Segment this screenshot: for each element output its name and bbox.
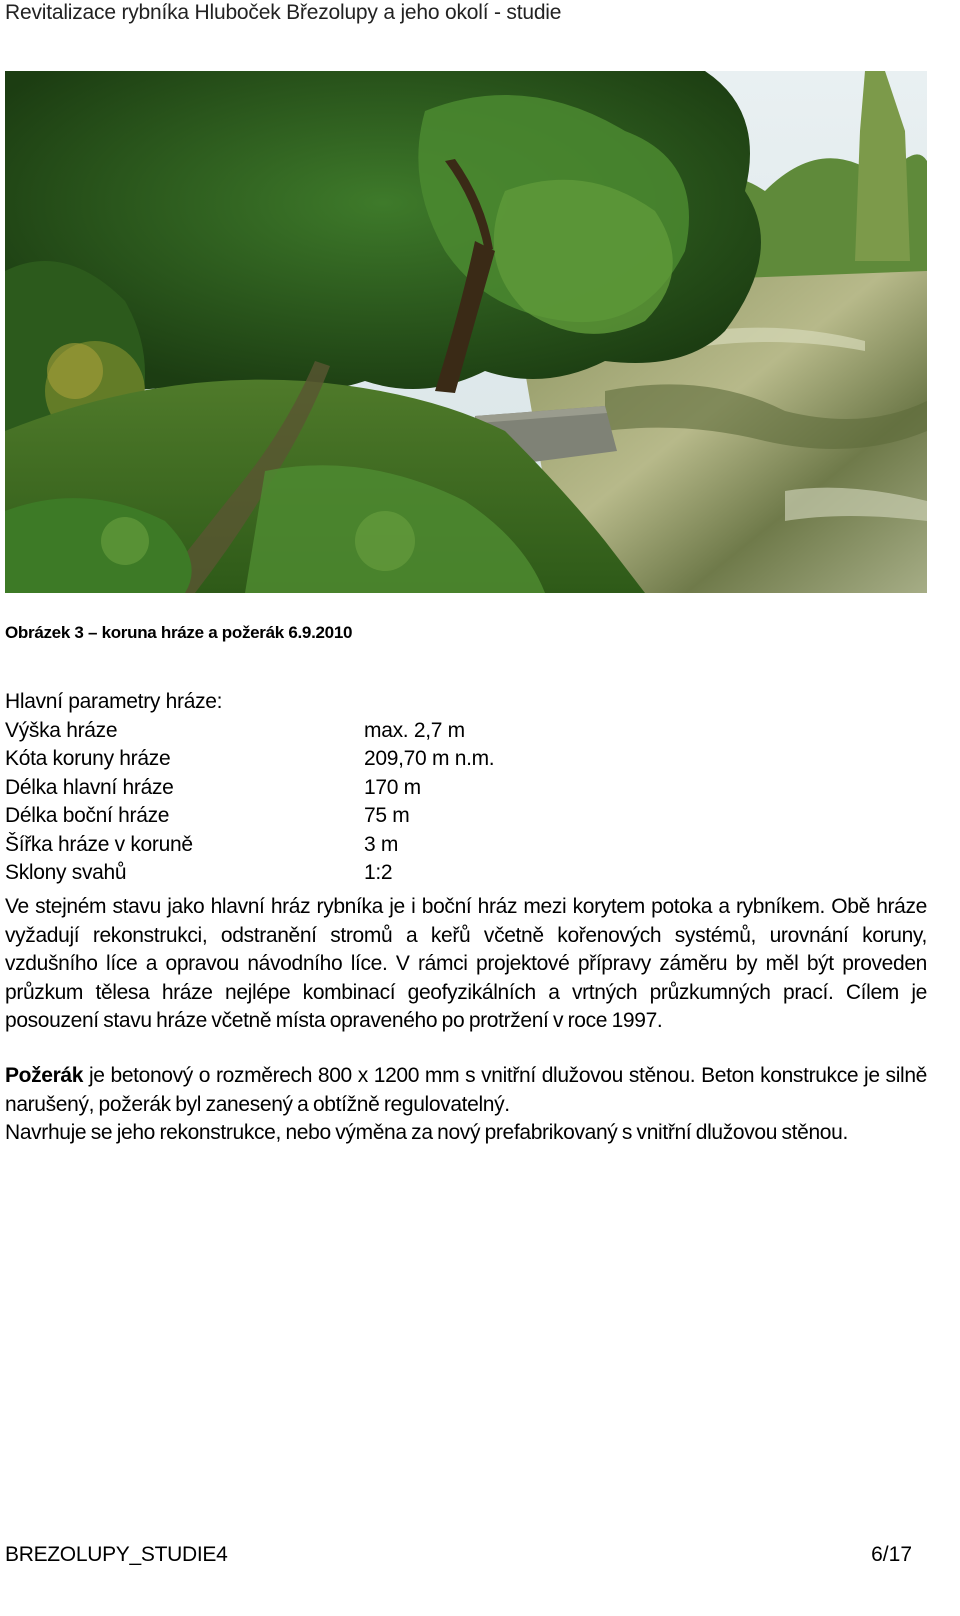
parameter-value: 75 m xyxy=(364,804,410,827)
parameter-value: 1:2 xyxy=(364,861,393,884)
parameter-label: Délka boční hráze xyxy=(5,804,170,827)
outlet-description: je betonový o rozměrech 800 x 1200 mm s vnitřní dlužovou stěnou. Beton konstrukce je silně narušený, požerák byl zanesený a obtížně regulovatelný. xyxy=(5,1064,927,1116)
parameter-row xyxy=(5,831,605,860)
paragraph-outlet-proposal: Navrhuje se jeho rekonstrukce, nebo výměna za nový prefabrikovaný s vnitřní dlužovou stěnou. xyxy=(5,1121,848,1144)
parameter-value: 209,70 m n.m. xyxy=(364,747,495,770)
page-header-title: Revitalizace rybníka Hluboček Březolupy a jeho okolí - studie xyxy=(5,1,562,24)
figure-caption: Obrázek 3 – koruna hráze a požerák 6.9.2010 xyxy=(5,623,353,642)
footer-document-code: BREZOLUPY_STUDIE4 xyxy=(5,1543,228,1566)
parameter-row xyxy=(5,859,605,888)
paragraph-side-dam: Ve stejném stavu jako hlavní hráz rybníka je i boční hráz mezi korytem potoka a rybníkem. Obě hráze vyžadují rekonstrukci, odstranění stromů a keřů včetně kořenových systémů, urovnání koruny, vzdušního líce a opravou návodního líce. V rámci projektové přípravy záměru by měl být proveden průzkum tělesa hráze nejlépe kombinací geofyzikálních a vrtných průzkumných prací. Cílem je posouzení stavu hráze včetně místa opraveného po protržení v roce 1997. xyxy=(5,895,927,1032)
paragraph-outlet xyxy=(5,1062,927,1148)
footer-page-number: 6/17 xyxy=(871,1543,912,1566)
parameter-row xyxy=(5,745,605,774)
parameter-row xyxy=(5,802,605,831)
parameter-label: Výška hráze xyxy=(5,718,118,742)
parameter-row xyxy=(5,774,605,803)
parameter-label: Šířka hráze v koruně xyxy=(5,832,193,856)
parameter-row xyxy=(5,717,605,746)
paragraph-outlet-description xyxy=(5,1062,927,1119)
parameter-label: Délka hlavní hráze xyxy=(5,775,174,799)
pond-dam-photo xyxy=(5,71,927,593)
parameter-value: 170 m xyxy=(364,775,421,799)
parameters-heading: Hlavní parametry hráze: xyxy=(5,690,223,713)
outlet-term: Požerák xyxy=(5,1064,84,1087)
parameter-label: Sklony svahů xyxy=(5,861,127,884)
parameter-label: Kóta koruny hráze xyxy=(5,747,171,770)
dam-parameters xyxy=(5,688,605,888)
parameter-value: max. 2,7 m xyxy=(364,718,465,742)
parameter-value: 3 m xyxy=(364,832,399,856)
